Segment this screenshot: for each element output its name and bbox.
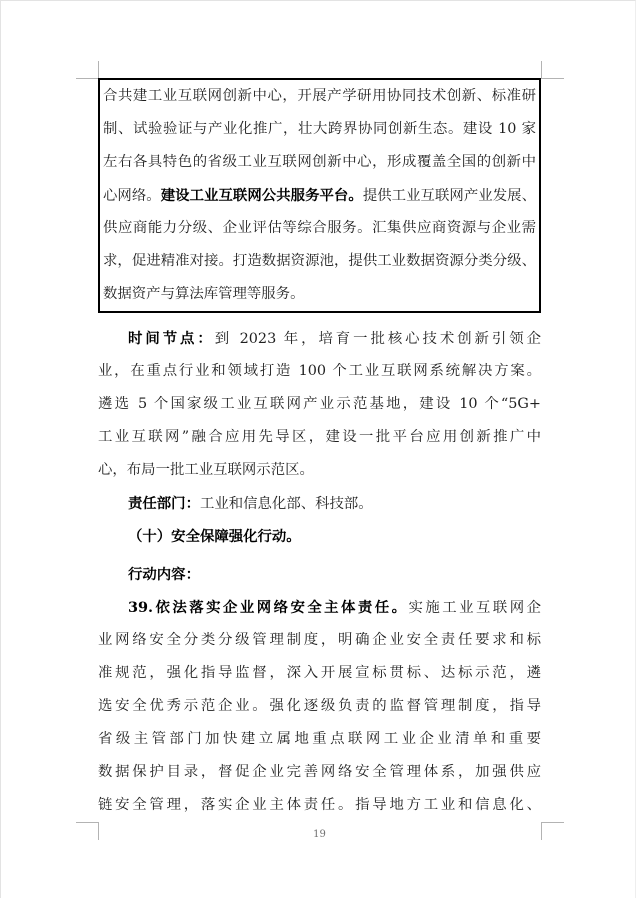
- text-line: [98, 723, 541, 756]
- text-boundary-mark-bottom-right: [541, 822, 564, 840]
- text-line: [103, 146, 536, 179]
- text-line: [98, 624, 541, 657]
- text-run: 工业和信息化部、科技部。: [199, 496, 373, 512]
- text-line: [98, 421, 541, 454]
- text-line: [98, 388, 541, 421]
- bold-text-run: （十）安全保障强化行动。: [128, 528, 301, 545]
- text-boundary-mark-bottom-left: [76, 822, 99, 840]
- text-line: [98, 657, 541, 690]
- bold-text-run: 39.依法落实企业网络安全主体责任。: [128, 599, 409, 616]
- text-run: 左右各具特色的省级工业互联网创新中心，形成覆盖全国的创新中: [103, 154, 536, 170]
- text-line: [98, 355, 541, 388]
- text-run: 准规范，强化指导监督，深入开展宣标贯标、达标示范，遴: [98, 665, 541, 681]
- para-responsible-dept: [98, 487, 541, 520]
- text-run: 工业互联网”融合应用先导区，建设一批平台应用创新推广中: [98, 429, 541, 445]
- text-run: 业，在重点行业和领域打造 100 个工业互联网系统解决方案。: [98, 363, 541, 379]
- text-run: 求，促进精准对接。打造数据资源池，提供工业数据资源分类分级、: [103, 253, 536, 269]
- text-line: [103, 113, 536, 146]
- text-line: [103, 278, 536, 311]
- text-run: 到 2023 年，培育一批核心技术创新引领企: [214, 331, 541, 347]
- text-line: [103, 179, 536, 212]
- text-run: 心网络。: [103, 188, 161, 204]
- text-run: 制、试验验证与产业化推广，壮大跨界协同创新生态。建设 10 家: [103, 121, 536, 137]
- text-boundary-mark-top-right: [541, 61, 564, 79]
- text-line: [98, 487, 541, 520]
- text-run: 选安全优秀示范企业。强化逐级负责的监督管理制度，指导: [98, 698, 541, 714]
- text-line: [98, 520, 541, 553]
- text-line: [98, 789, 541, 822]
- para-action-content: [98, 558, 541, 591]
- boxed-paragraph: [98, 78, 541, 313]
- text-run: 省级主管部门加快建立属地重点联网工业企业清单和重要: [98, 731, 541, 747]
- text-run: 数据资产与算法库管理等服务。: [103, 286, 305, 302]
- text-line: [103, 245, 536, 278]
- text-line: [98, 756, 541, 789]
- text-run: 业网络安全分类分级管理制度，明确企业安全责任要求和标: [98, 632, 541, 648]
- text-run: 供应商能力分级、企业评估等综合服务。汇集供应商资源与企业需: [103, 220, 536, 236]
- text-line: [98, 591, 541, 624]
- text-line: [98, 322, 541, 355]
- text-line: [98, 558, 541, 591]
- para-item-39: [98, 591, 541, 822]
- bold-text-run: 责任部门：: [128, 495, 200, 512]
- text-line: [98, 454, 541, 487]
- page-content: [98, 78, 541, 822]
- text-line: [103, 80, 536, 113]
- para-time-node: [98, 322, 541, 487]
- bold-text-run: 时间节点：: [128, 330, 215, 347]
- heading-section-10: [98, 520, 541, 553]
- bold-text-run: 行动内容：: [128, 566, 200, 583]
- text-run: 实施工业互联网企: [408, 600, 541, 616]
- text-boundary-mark-top-left: [76, 61, 99, 79]
- text-run: 心，布局一批工业互联网示范区。: [98, 462, 314, 478]
- text-run: 合共建工业互联网创新中心，开展产学研用协同技术创新、标准研: [103, 88, 536, 104]
- page-number: 19: [313, 829, 326, 840]
- text-run: 数据保护目录，督促企业完善网络安全管理体系，加强供应: [98, 764, 541, 780]
- bold-text-run: 建设工业互联网公共服务平台。: [160, 187, 363, 204]
- text-line: [98, 690, 541, 723]
- text-line: [103, 212, 536, 245]
- text-run: 遴选 5 个国家级工业互联网产业示范基地，建设 10 个“5G+: [98, 396, 541, 412]
- text-run: 链安全管理，落实企业主体责任。指导地方工业和信息化、: [98, 797, 541, 813]
- text-run: 提供工业互联网产业发展、: [362, 188, 536, 204]
